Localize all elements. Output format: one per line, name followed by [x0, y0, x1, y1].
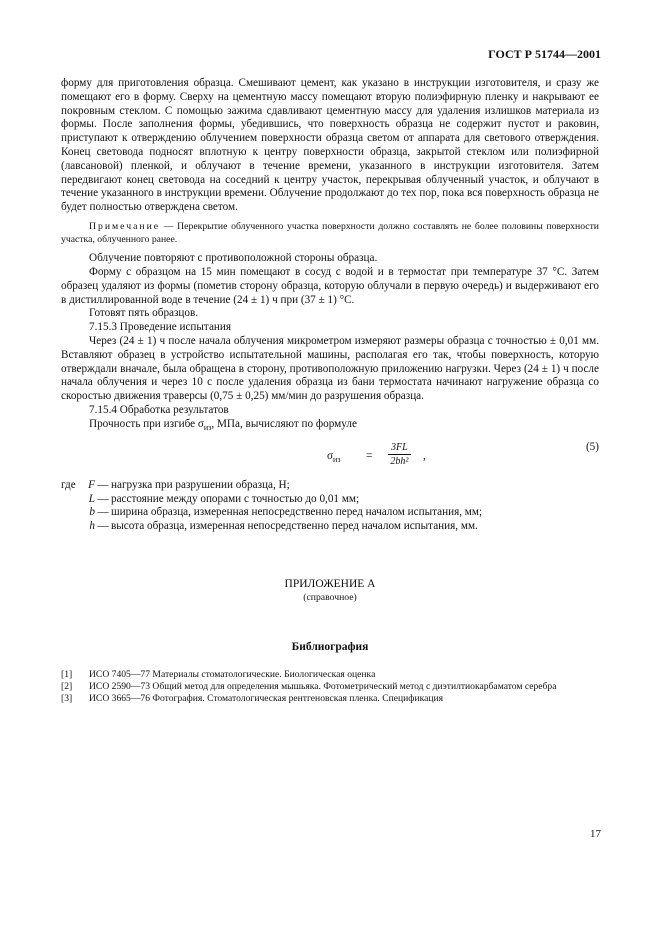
- paragraph-formula-intro: [61, 418, 599, 435]
- formula-equals: =: [366, 449, 373, 462]
- definition-item: [61, 493, 599, 507]
- paragraph-procedure: форму для приготовления образца. Смешивают цемент, как указано в инструкции изготовителя, и сразу же помещают его в форму. Сверху на цементную массу помещают вторую полиэфирную пленку и накрывают ее покровным стеклом. С помощью зажима сдавливают цементную массу для удаления излишков материала из формы. После заполнения формы, убедившись, что поверхность образца не содержит пустот и раковин, приступают к отверждению облучением поверхности образца светом от аппарата для светового отверждения. Конец световода подносят вплотную к центру поверхности образца, закрытой стеклом или полиэфирной (лавсановой) пленкой, и облучают в течение времени, указанного в инструкции изготовителя. Затем передвигают конец световода на соседний к центру участок, перекрывая облученный участок, и облучают в течение указанного в инструкции времени. Облучение продолжают до тех пор, пока вся поверхность образца не будет полностью отверждена светом.: [61, 77, 599, 214]
- bibliography-item: [61, 669, 599, 681]
- bibliography-text: ИСО 3665—76 Фотография. Стоматологическая рентгеновская пленка. Спецификация: [89, 693, 444, 705]
- formula-intro-subscript: из: [203, 422, 212, 432]
- formula-intro-tail: , МПа, вычисляют по формуле: [211, 417, 357, 430]
- formula: [61, 441, 599, 477]
- definition-dash: —: [97, 506, 109, 519]
- sigma-symbol: σ: [327, 449, 334, 462]
- page-number: 17: [590, 828, 601, 840]
- formula-intro-text: Прочность при изгибе σ: [89, 417, 204, 430]
- definition-text: нагрузка при разрушении образца, Н;: [111, 478, 290, 491]
- definition-item: [61, 520, 599, 534]
- definition-dash: —: [97, 492, 109, 505]
- definition-text: высота образца, измеренная непосредственно перед началом испытания, мм.: [111, 520, 478, 533]
- formula-fraction: [388, 441, 411, 468]
- note-label: Примечание: [89, 220, 161, 232]
- definition-symbol: h: [89, 520, 95, 533]
- definition-dash: —: [97, 520, 109, 533]
- bibliography-number: [3]: [61, 693, 73, 705]
- bibliography-title: Библиография: [291, 640, 369, 653]
- definition-symbol: b: [89, 506, 95, 519]
- formula-comma: ,: [423, 449, 426, 462]
- paragraph-repeat: Облучение повторяют с противоположной стороны образца.: [89, 252, 378, 265]
- appendix-subtitle: (справочное): [303, 591, 357, 603]
- definition-item: [61, 506, 599, 520]
- bibliography-text: ИСО 7405—77 Материалы стоматологические. Биологическая оценка: [89, 668, 376, 680]
- definition-item: [61, 479, 599, 493]
- note: [61, 221, 599, 246]
- paragraph-thermostat: Форму с образцом на 15 мин помещают в сосуд с водой и в термостат при температуре 37 °С. Затем образец удаляют из формы (пометив сторону образца, которую облучали в первую очередь) и выдерживают его в дистиллированной воде в течение (24 ± 1) ч при (37 ± 1) °С.: [61, 265, 599, 306]
- formula-numerator: 3FL: [388, 441, 411, 455]
- sigma-subscript: из: [333, 454, 341, 464]
- formula-lhs: [327, 450, 340, 467]
- definition-lead: [61, 520, 83, 534]
- paragraph-samples: Готовят пять образцов.: [89, 307, 199, 320]
- bibliography-number: [1]: [61, 668, 73, 680]
- appendix-title: ПРИЛОЖЕНИЕ А: [284, 577, 376, 590]
- bibliography-text: ИСО 2590—73 Общий метод для определения мышьяка. Фотометрический метод с диэтилтиокарбаматом серебра: [89, 680, 557, 692]
- definition-symbol: L: [88, 492, 95, 505]
- note-text: — Перекрытие облученного участка поверхности должно составлять не более половины поверхности участка, облученного ранее.: [61, 220, 599, 245]
- section-heading-results: 7.15.4 Обработка результатов: [89, 403, 229, 416]
- appendix-heading: [61, 578, 599, 603]
- definition-text: расстояние между опорами с точностью до 0,01 мм;: [111, 492, 360, 505]
- formula-number: (5): [585, 440, 599, 453]
- paragraph-testing: Через (24 ± 1) ч после начала облучения микрометром измеряют размеры образца с точностью ± 0,01 мм. Вставляют образец в устройство испытательной машины, располагая его так, чтобы поверхность, которую отверждали вначале, была обращена в сторону, противоположную приложению нагрузки. Через (24 ± 1) ч после начала облучения и через 10 с после удаления образца из бани термостата начинают нагружение образца со скоростью движения траверсы (0,75 ± 0,25) мм/мин до разрушения образца.: [61, 334, 599, 403]
- definition-symbol: F: [88, 478, 95, 491]
- section-heading-testing: 7.15.3 Проведение испытания: [89, 321, 232, 334]
- definition-text: ширина образца, измеренная непосредственно перед началом испытания, мм;: [111, 506, 483, 519]
- document-header: ГОСТ Р 51744—2001: [488, 47, 601, 61]
- bibliography-number: [2]: [61, 680, 73, 692]
- formula-denominator: 2bh²: [390, 455, 409, 467]
- definitions-list: [61, 479, 599, 534]
- bibliography-list: [61, 669, 599, 706]
- definition-lead: где: [61, 478, 76, 491]
- definition-dash: —: [97, 478, 109, 491]
- page-content: [61, 77, 599, 706]
- bibliography-item: [61, 681, 599, 693]
- definition-lead: [61, 493, 83, 507]
- definition-lead: [61, 506, 83, 520]
- bibliography-item: [61, 693, 599, 705]
